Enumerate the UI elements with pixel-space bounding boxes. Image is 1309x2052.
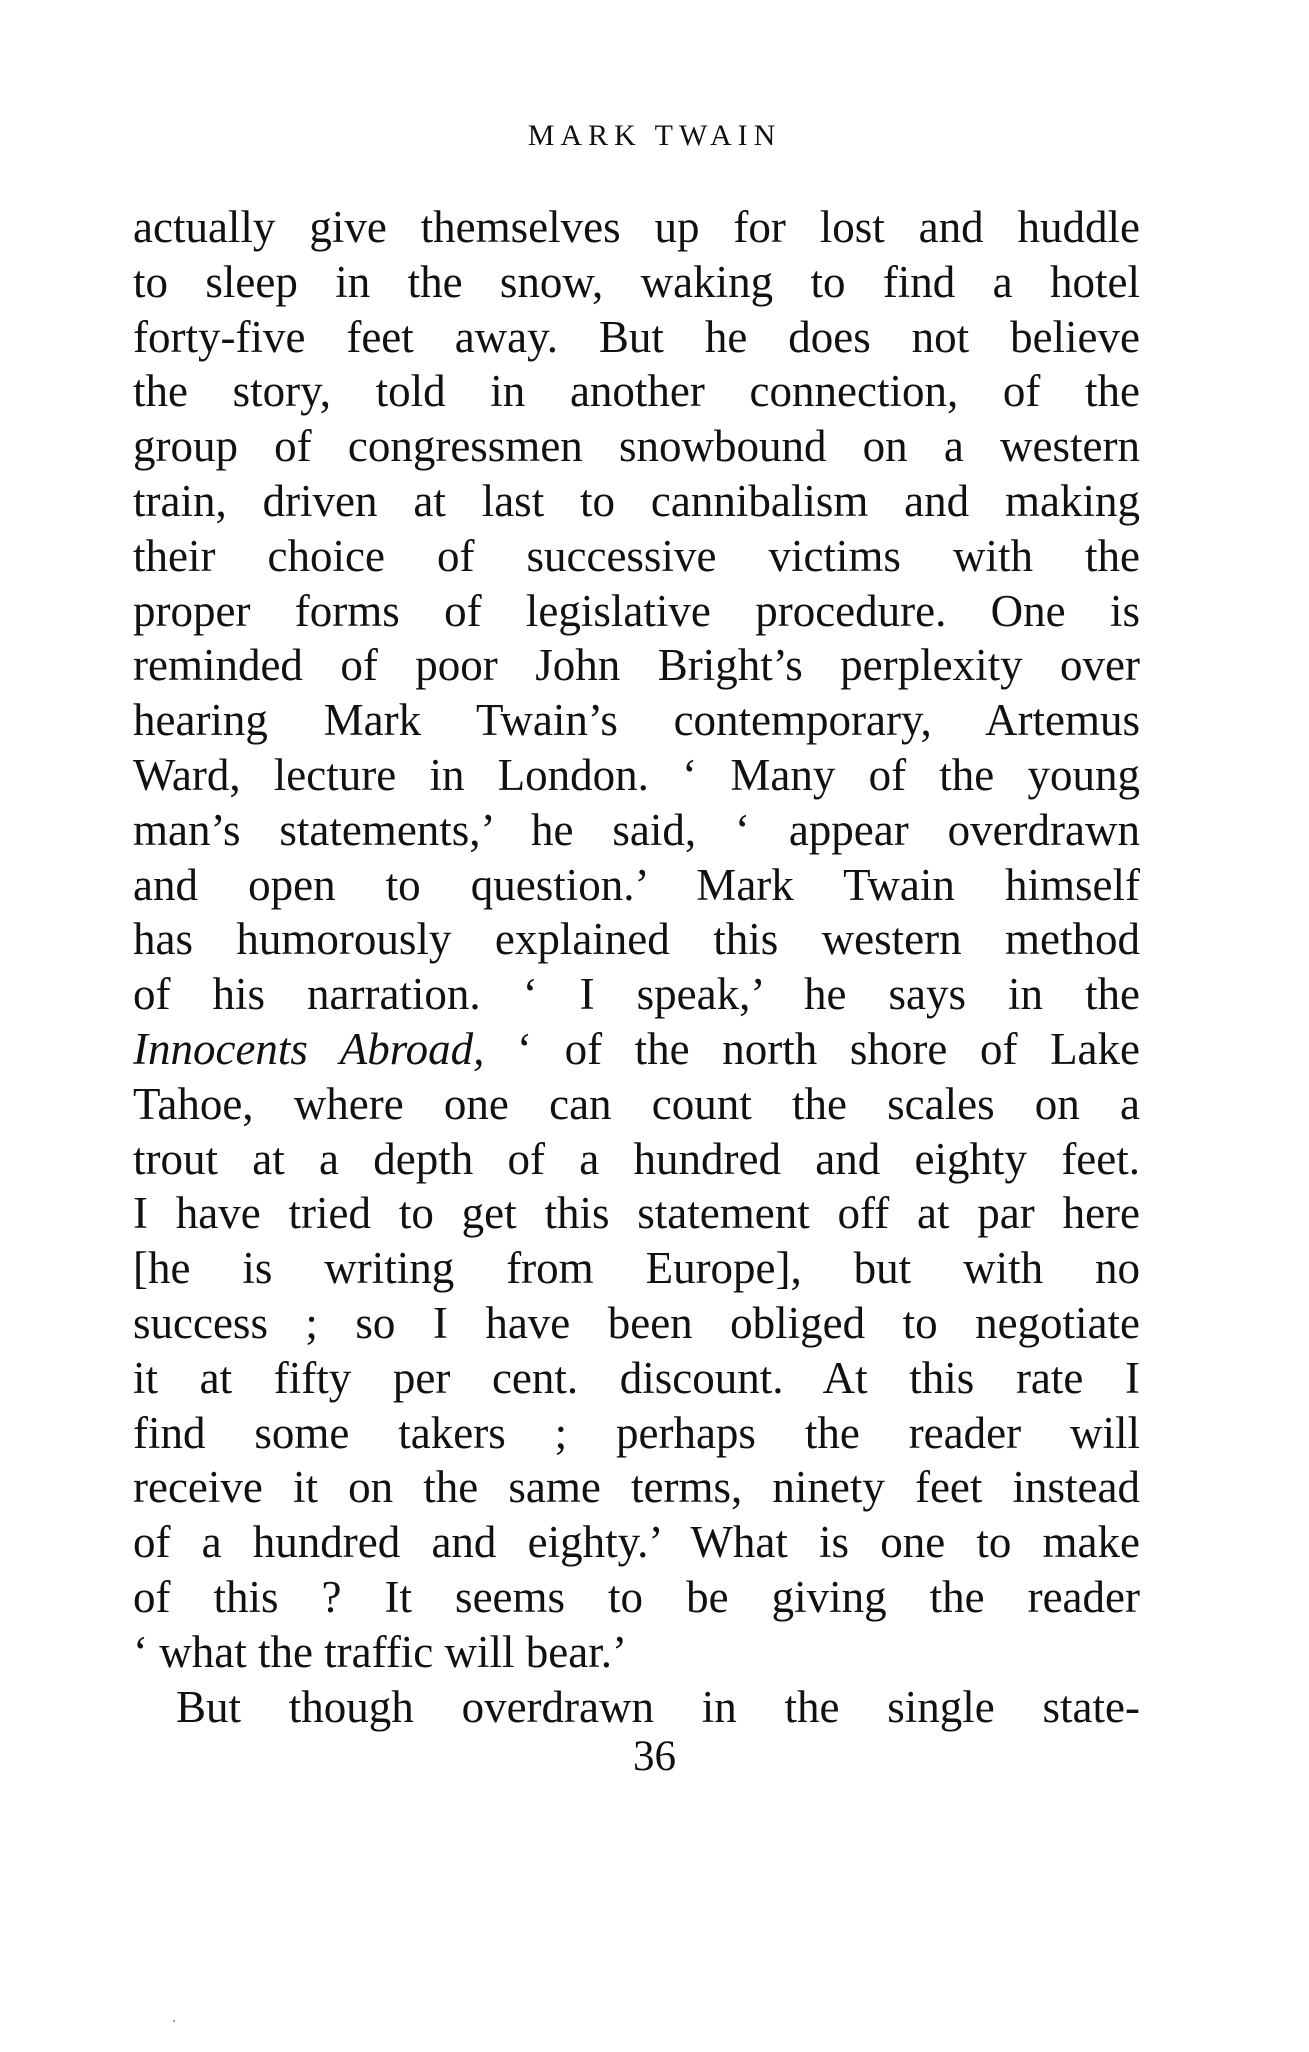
- text-line-rest: ‘ of the north shore of Lake: [484, 1023, 1140, 1074]
- paragraph-start-line: But though overdrawn in the single state-: [176, 1681, 1140, 1732]
- text-line: Tahoe, where one can count the scales on a: [133, 1078, 1140, 1129]
- running-head: MARK TWAIN: [527, 119, 782, 152]
- text-line: it at fifty per cent. discount. At this rate I: [133, 1352, 1140, 1403]
- text-line-with-title: [133, 1022, 1140, 1077]
- text-line: their choice of successive victims with the: [133, 530, 1140, 581]
- text-line: success ; so I have been obliged to negotiate: [133, 1297, 1140, 1348]
- text-line: group of congressmen snowbound on a western: [133, 421, 1140, 472]
- book-title-italic: Innocents Abroad,: [133, 1023, 485, 1074]
- text-line: reminded of poor John Bright’s perplexity over: [133, 640, 1140, 691]
- text-line: train, driven at last to cannibalism and making: [133, 475, 1140, 526]
- text-line: proper forms of legislative procedure. One is: [133, 585, 1140, 636]
- text-line: find some takers ; perhaps the reader will: [133, 1407, 1140, 1458]
- text-line: I have tried to get this statement off at par here: [133, 1188, 1140, 1239]
- body-text: [133, 200, 1140, 1734]
- text-line: of a hundred and eighty.’ What is one to make: [133, 1517, 1140, 1568]
- text-line: actually give themselves up for lost and huddle: [133, 202, 1140, 252]
- text-line: trout at a depth of a hundred and eighty feet.: [133, 1133, 1140, 1184]
- text-line: man’s statements,’ he said, ‘ appear overdrawn: [133, 804, 1140, 855]
- text-line: and open to question.’ Mark Twain himself: [133, 859, 1140, 910]
- text-line: receive it on the same terms, ninety feet instead: [133, 1462, 1140, 1513]
- page-number: 36: [633, 1733, 676, 1780]
- text-line: hearing Mark Twain’s contemporary, Artemus: [133, 695, 1140, 746]
- paper-speck: [173, 2020, 175, 2022]
- text-line: has humorously explained this western method: [133, 914, 1140, 965]
- text-line: the story, told in another connection, of the: [133, 366, 1140, 417]
- text-line: of his narration. ‘ I speak,’ he says in the: [133, 969, 1140, 1020]
- text-line: forty-five feet away. But he does not believe: [133, 311, 1140, 362]
- text-line: to sleep in the snow, waking to find a hotel: [133, 256, 1140, 307]
- text-line: Ward, lecture in London. ‘ Many of the young: [133, 749, 1140, 800]
- paragraph-end-line: ‘ what the traffic will bear.’: [133, 1626, 627, 1677]
- text-line: [he is writing from Europe], but with no: [133, 1243, 1140, 1294]
- text-line: of this ? It seems to be giving the reader: [133, 1571, 1140, 1622]
